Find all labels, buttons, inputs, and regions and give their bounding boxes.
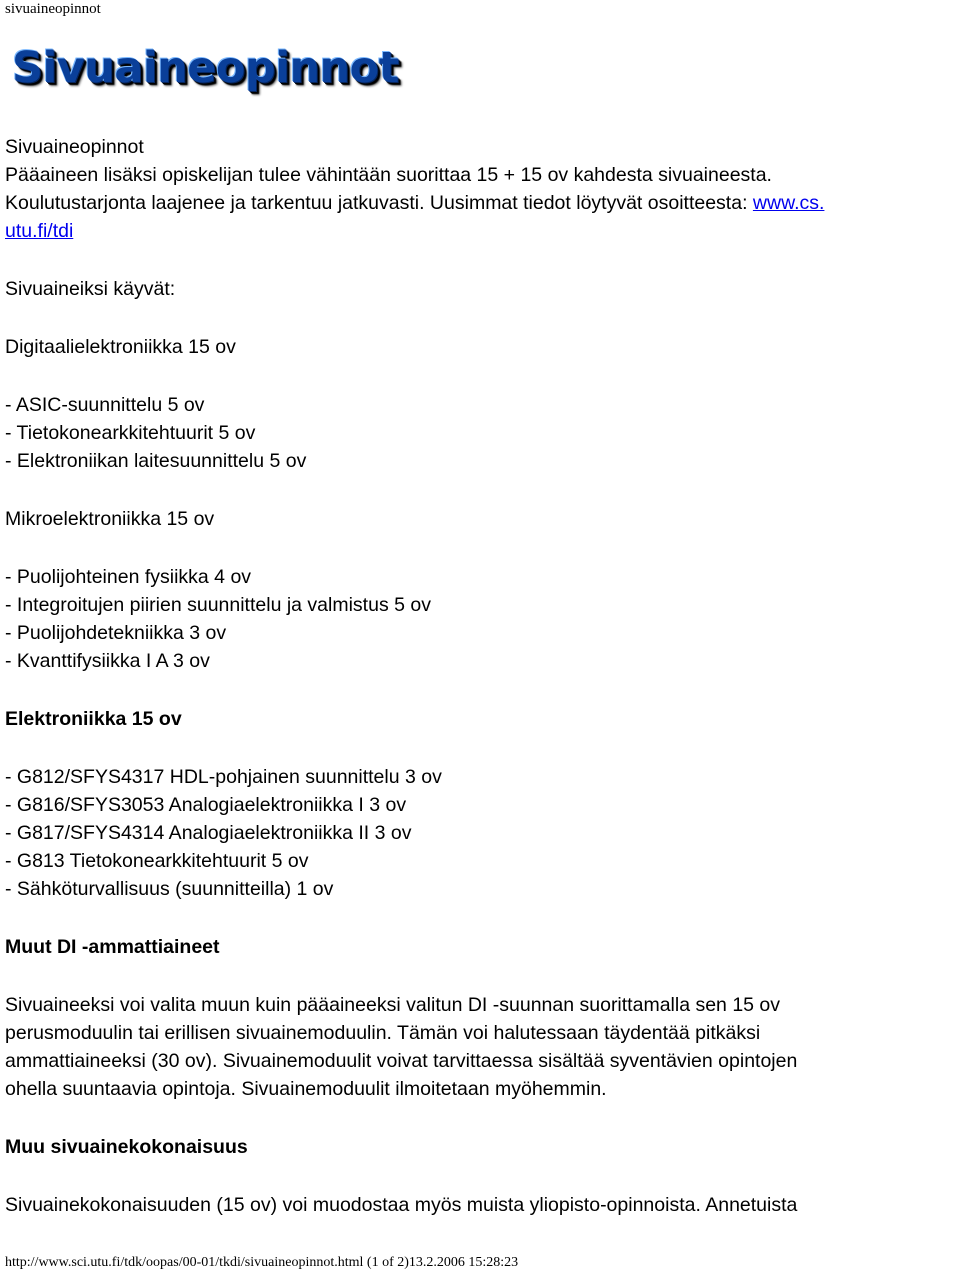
paragraph-line: Sivuainekokonaisuuden (15 ov) voi muodostaa myös muista yliopisto-opinnoista. Annetuista <box>5 1194 798 1216</box>
list-item: - ASIC-suunnittelu 5 ov <box>5 394 205 416</box>
spacer <box>5 361 950 391</box>
list-item: - Integroitujen piirien suunnittelu ja valmistus 5 ov <box>5 594 431 616</box>
print-footer: http://www.sci.utu.fi/tdk/oopas/00-01/tkdi/sivuaineopinnot.html (1 of 2)13.2.2006 15:28:23 <box>5 1255 519 1270</box>
intro-line-2 <box>5 189 950 217</box>
tdi-link-part1[interactable]: www.cs. <box>752 192 825 214</box>
section-heading-mikroelektroniikka: Mikroelektroniikka 15 ov <box>5 508 215 530</box>
spacer <box>5 245 950 275</box>
intro-title: Sivuaineopinnot <box>5 136 144 158</box>
sivuaineiksi-label: Sivuaineiksi käyvät: <box>5 278 176 300</box>
paragraph-line: perusmoduulin tai erillisen sivuainemoduulin. Tämän voi halutessaan täydentää pitkäksi <box>5 1022 761 1044</box>
paragraph-line: Sivuaineeksi voi valita muun kuin pääaineeksi valitun DI -suunnan suorittamalla sen 15 ov <box>5 994 781 1016</box>
section-heading-muut-di: Muut DI -ammattiaineet <box>5 936 220 958</box>
tdi-link-part2[interactable]: utu.fi/tdi <box>5 220 74 242</box>
list-item: - G812/SFYS4317 HDL-pohjainen suunnittelu 3 ov <box>5 766 442 788</box>
list-item: - Tietokonearkkitehtuurit 5 ov <box>5 422 256 444</box>
spacer <box>5 961 950 991</box>
spacer <box>5 303 950 333</box>
list-item: - G813 Tietokonearkkitehtuurit 5 ov <box>5 850 309 872</box>
section-heading-muu-sivuainekokonaisuus: Muu sivuainekokonaisuus <box>5 1136 248 1158</box>
section-heading-digitaalielektroniikka: Digitaalielektroniikka 15 ov <box>5 336 236 358</box>
paragraph-line: ammattiaineeksi (30 ov). Sivuainemoduulit voivat tarvittaessa sisältää syventävien opintojen <box>5 1050 798 1072</box>
main-content <box>5 133 950 1219</box>
spacer <box>5 1103 950 1133</box>
section-heading-elektroniikka: Elektroniikka 15 ov <box>5 708 182 730</box>
paragraph-line: ohella suuntaavia opintoja. Sivuainemoduulit ilmoitetaan myöhemmin. <box>5 1078 607 1100</box>
list-item: - Elektroniikan laitesuunnittelu 5 ov <box>5 450 307 472</box>
list-item: - Puolijohdetekniikka 3 ov <box>5 622 227 644</box>
banner-logo: Sivuaineopinnot <box>12 43 399 93</box>
spacer <box>5 733 950 763</box>
spacer <box>5 533 950 563</box>
spacer <box>5 1161 950 1191</box>
spacer <box>5 903 950 933</box>
list-item: - Kvanttifysiikka I A 3 ov <box>5 650 210 672</box>
intro-line-3 <box>5 217 950 245</box>
print-header: sivuaineopinnot <box>5 1 101 17</box>
list-item: - G817/SFYS4314 Analogiaelektroniikka II 3 ov <box>5 822 412 844</box>
spacer <box>5 475 950 505</box>
spacer <box>5 675 950 705</box>
list-item: - Puolijohteinen fysiikka 4 ov <box>5 566 252 588</box>
list-item: - Sähköturvallisuus (suunnitteilla) 1 ov <box>5 878 334 900</box>
intro-line-2-text: Koulutustarjonta laajenee ja tarkentuu jatkuvasti. Uusimmat tiedot löytyvät osoitteesta: <box>5 192 753 214</box>
list-item: - G816/SFYS3053 Analogiaelektroniikka I 3 ov <box>5 794 407 816</box>
intro-line-1: Pääaineen lisäksi opiskelijan tulee vähintään suorittaa 15 + 15 ov kahdesta sivuaineesta. <box>5 164 772 186</box>
